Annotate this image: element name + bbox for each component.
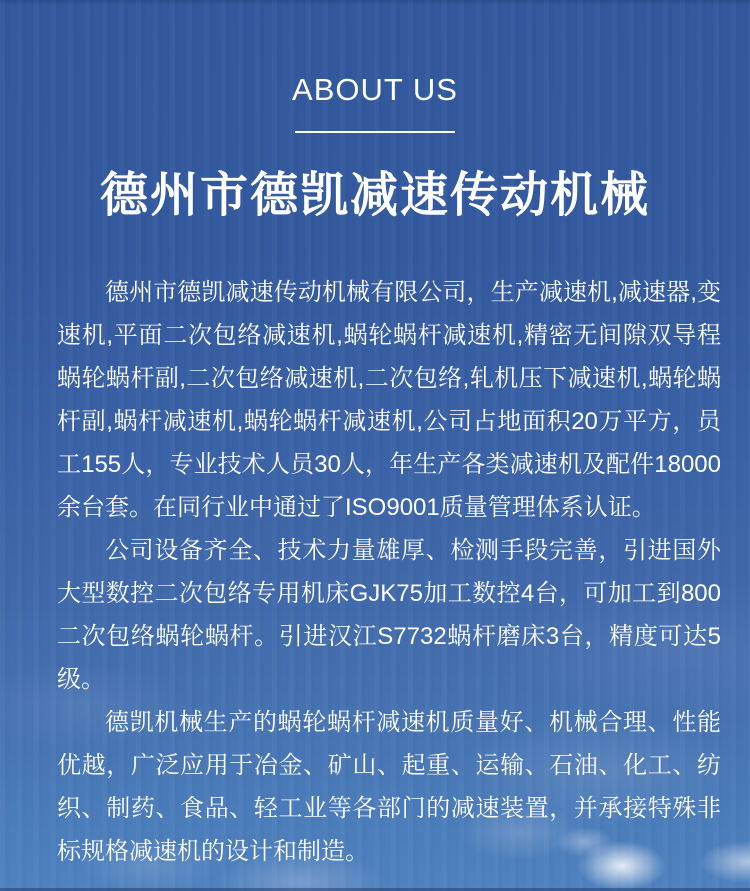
about-header <box>0 0 750 225</box>
about-paragraph-applications: 德凯机械生产的蜗轮蜗杆减速机质量好、机械合理、性能优越，广泛应用于冶金、矿山、起重、运输、石油、化工、纺织、制药、食品、轻工业等各部门的减速装置，并承接特殊非标规格减速机的设计和制造。 <box>57 709 721 865</box>
about-paragraph-equipment: 公司设备齐全、技术力量雄厚、检测手段完善，引进国外大型数控二次包络专用机床GJK75加工数控4台，可加工到800二次包络蜗轮蜗杆。引进汉江S7732蜗杆磨床3台，精度可达5级。 <box>57 537 721 693</box>
company-title: 德州市德凯减速传动机械 <box>99 169 650 222</box>
about-content <box>57 271 721 873</box>
divider-line <box>295 131 455 133</box>
about-paragraph-company-intro: 德州市德凯减速传动机械有限公司，生产减速机,减速器,变速机,平面二次包络减速机,蜗轮蜗杆减速机,精密无间隙双导程蜗轮蜗杆副,二次包络减速机,二次包络,轧机压下减速机,蜗轮蜗杆副,蜗杆减速机,蜗轮蜗杆减速机,公司占地面积20万平方，员工155人，专业技术人员30人，年生产各类减速机及配件18000余台套。在同行业中通过了ISO9001质量管理体系认证。 <box>57 279 721 521</box>
section-label: ABOUT US <box>292 72 458 107</box>
